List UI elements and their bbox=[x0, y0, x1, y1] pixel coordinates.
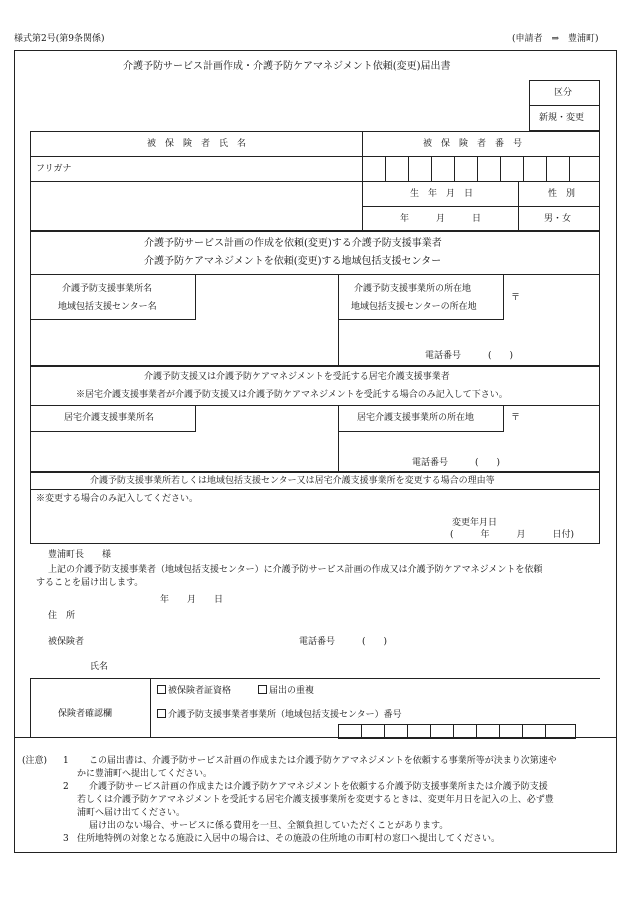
checkbox-icon[interactable] bbox=[157, 685, 166, 694]
route-label: (申請者 ⇒ 豊浦町) bbox=[512, 34, 599, 44]
insured-name-field[interactable] bbox=[31, 182, 361, 230]
section2-heading: 介護予防支援又は介護予防ケアマネジメントを受託する居宅介護支援事業者 bbox=[144, 372, 450, 382]
declaration-date[interactable]: 年 月 日 bbox=[160, 595, 224, 605]
provider-address-label1: 介護予防支援事業所の所在地 bbox=[354, 284, 472, 294]
note2-line4: 届け出のない場合、サービスに係る費用を一旦、全額負担していただくことがあります。 bbox=[89, 821, 449, 831]
care-provider-name-label: 居宅介護支援事業所名 bbox=[64, 413, 155, 423]
note3-line1: 住所地特例の対象となる施設に入居中の場合は、その施設の住所地の市町村の窓口へ提出してください。 bbox=[77, 834, 501, 844]
form-title: 介護予防サービス計画作成・介護予防ケアマネジメント依頼(変更)届出書 bbox=[123, 61, 451, 72]
declaration-text2: することを届け出します。 bbox=[36, 578, 144, 588]
notes-label: (注意) bbox=[22, 756, 48, 766]
provider-name-field[interactable] bbox=[31, 321, 337, 365]
care-provider-name-field[interactable] bbox=[31, 433, 337, 471]
care-provider-phone[interactable]: 電話番号 ( ) bbox=[412, 458, 501, 468]
note1-line1: この届出書は、介護予防サービス計画の作成または介護予防ケアマネジメントを依頼する事業所等が決まり次第速や bbox=[89, 756, 557, 766]
addressee: 豊浦町長 様 bbox=[48, 550, 112, 560]
care-provider-address-label: 居宅介護支援事業所の所在地 bbox=[357, 413, 475, 423]
section2-note: ※居宅介護支援事業者が介護予防支援又は介護予防ケアマネジメントを受託する場合のみ記入して下さい。 bbox=[76, 390, 508, 400]
insured-name-label: 被 保 険 者 氏 名 bbox=[147, 139, 247, 149]
section1-heading2: 介護予防ケアマネジメントを依頼(変更)する地域包括支援センター bbox=[144, 256, 442, 267]
section3-note: ※変更する場合のみ記入してください。 bbox=[36, 494, 199, 504]
note2-line1: 介護予防サービス計画の作成または介護予防ケアマネジメントを依頼する介護予防支援事業所または介護予防支援 bbox=[89, 782, 548, 792]
change-date-value[interactable]: ( 年 月 日付) bbox=[450, 530, 575, 540]
provider-address-label2: 地域包括支援センターの所在地 bbox=[351, 302, 477, 312]
sex-label: 性 別 bbox=[548, 189, 576, 199]
provider-phone[interactable]: 電話番号 ( ) bbox=[425, 351, 514, 361]
provider-address-label-box bbox=[338, 274, 504, 320]
note2-line3: 浦町へ届け出てください。 bbox=[77, 808, 186, 818]
declaration-text1: 上記の介護予防支援事業者（地域包括支援センター）に介護予防サービス計画の作成又は介護予防ケアマネジメントを依頼 bbox=[48, 565, 543, 575]
checkbox-icon[interactable] bbox=[258, 685, 267, 694]
confirm-item3: 介護予防支援事業者事業所（地域包括支援センター）番号 bbox=[157, 709, 402, 721]
note2-number: 2 bbox=[63, 782, 69, 792]
kubun-value[interactable]: 新規・変更 bbox=[539, 113, 585, 123]
provider-number-cells[interactable] bbox=[338, 724, 576, 739]
section3-heading: 介護予防支援事業所若しくは地域包括支援センター又は居宅介護支援事業所を変更する場合の理由等 bbox=[90, 476, 495, 486]
note1-line2: かに豊浦町へ提出してください。 bbox=[77, 769, 213, 779]
insured-number-label: 被 保 険 者 番 号 bbox=[423, 139, 523, 149]
sex-value[interactable]: 男・女 bbox=[544, 214, 572, 224]
provider-name-label-box bbox=[30, 274, 196, 320]
checkbox-icon[interactable] bbox=[157, 709, 166, 718]
kubun-label: 区分 bbox=[554, 88, 573, 98]
note3-number: 3 bbox=[63, 834, 69, 844]
address-label: 住 所 bbox=[48, 611, 76, 621]
insured-label: 被保険者 bbox=[48, 637, 85, 647]
provider-name-label2: 地域包括支援センター名 bbox=[58, 302, 157, 312]
dob-label: 生 年 月 日 bbox=[410, 189, 474, 199]
note2-line2: 若しくは介護予防ケアマネジメントを受託する居宅介護支援事業所を変更するときは、変更年月日を記入の上、必ず豊 bbox=[77, 795, 554, 805]
provider-postal-mark: 〒 bbox=[511, 293, 521, 303]
provider-name-label1: 介護予防支援事業所名 bbox=[62, 284, 153, 294]
signature-name-label: 氏名 bbox=[90, 662, 109, 672]
care-provider-postal-mark: 〒 bbox=[511, 413, 521, 423]
section1-heading1: 介護予防サービス計画の作成を依頼(変更)する介護予防支援事業者 bbox=[144, 238, 442, 249]
form-number: 様式第2号(第9条関係) bbox=[14, 34, 105, 44]
dob-value[interactable]: 年 月 日 bbox=[400, 214, 482, 224]
declaration-phone[interactable]: 電話番号 ( ) bbox=[299, 637, 388, 647]
confirm-label: 保険者確認欄 bbox=[58, 709, 113, 719]
change-date-label: 変更年月日 bbox=[452, 518, 498, 528]
confirm-item2: 届出の重複 bbox=[258, 685, 314, 697]
furigana-label: フリガナ bbox=[36, 164, 72, 174]
note1-number: 1 bbox=[63, 756, 69, 766]
confirm-item1: 被保険者証資格 bbox=[157, 685, 231, 697]
